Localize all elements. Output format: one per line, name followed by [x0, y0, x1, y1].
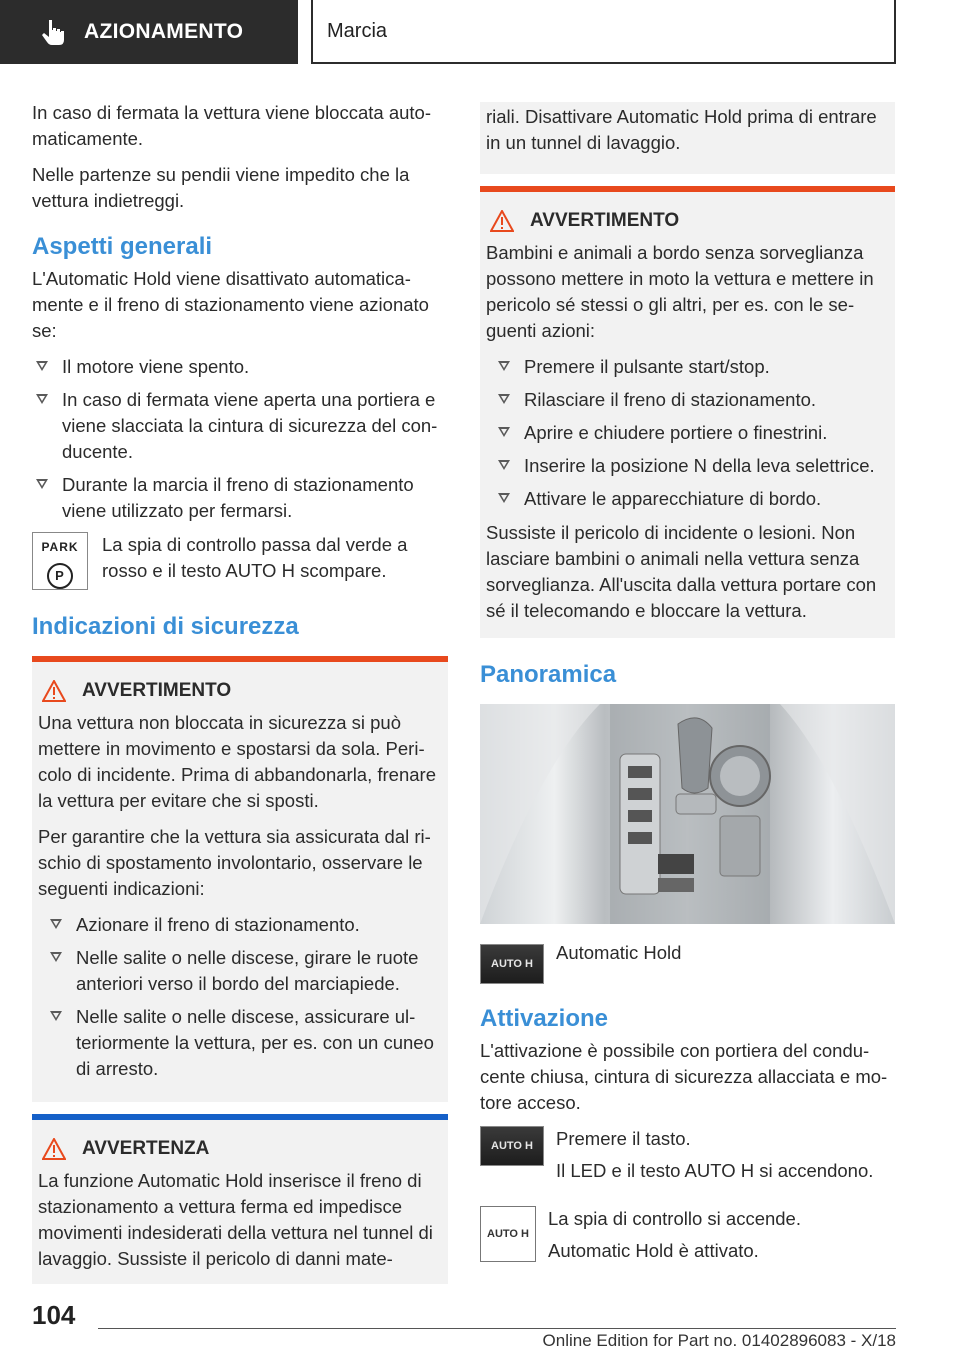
subsection-tab — [311, 0, 896, 64]
page-footer — [0, 1296, 960, 1362]
paragraph: In caso di fermata la vettura viene bloccata automaticamente. — [32, 102, 432, 149]
notice-title: AVVERTENZA — [38, 1136, 440, 1162]
warning-triangle-icon — [490, 210, 514, 232]
heading-overview: Panoramica — [480, 661, 617, 688]
paragraph: Nelle partenze su pendii viene impedito che la vettura indietreggi. — [32, 164, 410, 211]
footer-divider — [98, 1328, 896, 1329]
warning-text: Per garantire che la vettura sia assicurata dal rischio di spostamento involontario, osservare le seguenti indicazioni: — [38, 826, 431, 899]
warning-title: AVVERTIMENTO — [486, 208, 887, 234]
list-item: In caso di fermata viene aperta una portiera e viene slacciata la cintura di sicurezza del conducente. — [32, 387, 448, 465]
section-title: AZIONAMENTO — [84, 20, 244, 43]
warning-list — [38, 912, 440, 1082]
list-item: Nelle salite o nelle discese, assicurare ulteriormente la vettura, per es. con un cuneo di arresto. — [46, 1004, 440, 1082]
page-header — [0, 0, 960, 66]
deactivation-list — [32, 354, 448, 524]
triangle-bullet-icon — [50, 952, 62, 962]
park-indicator-text: La spia di controllo passa dal verde a rosso e il testo AUTO H scompare. — [102, 534, 408, 581]
triangle-bullet-icon — [36, 394, 48, 404]
warning-box — [480, 186, 895, 638]
triangle-bullet-icon — [498, 493, 510, 503]
triangle-bullet-icon — [50, 1011, 62, 1021]
park-indicator-row — [32, 532, 448, 590]
activation-step-row — [480, 1126, 895, 1194]
center-console-illustration — [480, 704, 895, 924]
warning-triangle-icon — [42, 680, 66, 702]
paragraph: L'attivazione è possibile con portiera del conducente chiusa, cintura di sicurezza allacciata e motore acceso. — [480, 1040, 888, 1113]
heading-safety: Indicazioni di sicurezza — [32, 613, 299, 640]
notice-text: riali. Disattivare Automatic Hold prima di entrare in un tunnel di lavaggio. — [486, 106, 877, 153]
page-number: 104 — [32, 1300, 76, 1330]
triangle-bullet-icon — [36, 479, 48, 489]
notice-box — [32, 1114, 448, 1284]
indicator-text: Automatic Hold è attivato. — [548, 1240, 759, 1261]
triangle-bullet-icon — [36, 361, 48, 371]
notice-text: La funzione Automatic Hold inserisce il freno di stazionamento a vettura ferma ed impedisce movimenti indesiderati della vettura nel tunnel di lavaggio. Sussiste il pericolo di danni mate- — [38, 1170, 433, 1269]
notice-box-continued — [480, 102, 895, 174]
list-item: Premere il pulsante start/stop. — [494, 354, 887, 380]
section-tab — [0, 0, 298, 64]
list-item: Rilasciare il freno di stazionamento. — [494, 387, 887, 413]
right-column — [480, 102, 895, 1284]
heading-activation: Attivazione — [480, 1005, 609, 1032]
list-item: Nelle salite o nelle discese, girare le ruote anteriori verso il bordo del marciapiede. — [46, 945, 440, 997]
step-text: Il LED e il testo AUTO H si accendono. — [556, 1160, 874, 1181]
heading-general: Aspetti generali — [32, 233, 213, 260]
subsection-title: Marcia — [327, 19, 388, 42]
list-item: Inserire la posizione N della leva selettrice. — [494, 453, 887, 479]
indicator-text: La spia di controllo si accende. — [548, 1208, 801, 1229]
list-item: Attivare le apparecchiature di bordo. — [494, 486, 887, 512]
center-console-photo — [480, 704, 895, 924]
list-item: Il motore viene spento. — [32, 354, 448, 380]
step-text: Premere il tasto. — [556, 1128, 691, 1149]
warning-box — [32, 656, 448, 1102]
hand-pointer-icon — [38, 17, 68, 47]
warning-text: Bambini e animali a bordo senza sorveglianza possono mettere in moto la vettura e mettere in pericolo sé stessi o gli altri, per es. con le seguenti azioni: — [486, 242, 874, 341]
triangle-bullet-icon — [498, 427, 510, 437]
edition-text: Online Edition for Part no. 01402896083 - X/18 — [542, 1331, 896, 1350]
auto-h-indicator-icon: AUTO H — [480, 1206, 536, 1262]
indicator-light-row — [480, 1206, 895, 1274]
warning-text: Sussiste il pericolo di incidente o lesioni. Non lasciare bambini o animali nella vettura senza sorveglianza. All'uscita dalla vettura portare con sé il telecomando e bloccare la vettura. — [486, 522, 877, 621]
paragraph: L'Automatic Hold viene disattivato automaticamente e il freno di stazionamento viene azionato se: — [32, 268, 429, 341]
auto-h-button-icon: AUTO H — [480, 1126, 544, 1166]
list-item: Aprire e chiudere portiere o finestrini. — [494, 420, 887, 446]
triangle-bullet-icon — [50, 919, 62, 929]
triangle-bullet-icon — [498, 361, 510, 371]
triangle-bullet-icon — [498, 460, 510, 470]
auto-h-button-icon: AUTO H — [480, 944, 544, 984]
list-item: Durante la marcia il freno di stazionamento viene utilizzato per fermarsi. — [32, 472, 448, 524]
list-item: Azionare il freno di stazionamento. — [46, 912, 440, 938]
park-brake-icon: PARK P — [32, 532, 88, 590]
left-column — [32, 100, 448, 1296]
autoh-caption-row — [480, 944, 895, 984]
warning-list — [486, 354, 887, 512]
notice-triangle-icon — [42, 1138, 66, 1160]
photo-caption: Automatic Hold — [556, 942, 682, 963]
warning-title: AVVERTIMENTO — [38, 678, 440, 704]
triangle-bullet-icon — [498, 394, 510, 404]
warning-text: Una vettura non bloccata in sicurezza si può mettere in movimento e spostarsi da sola. Pericolo di incidente. Prima di abbandonarla, frenare la vettura per evitare che si sposti. — [38, 712, 436, 811]
